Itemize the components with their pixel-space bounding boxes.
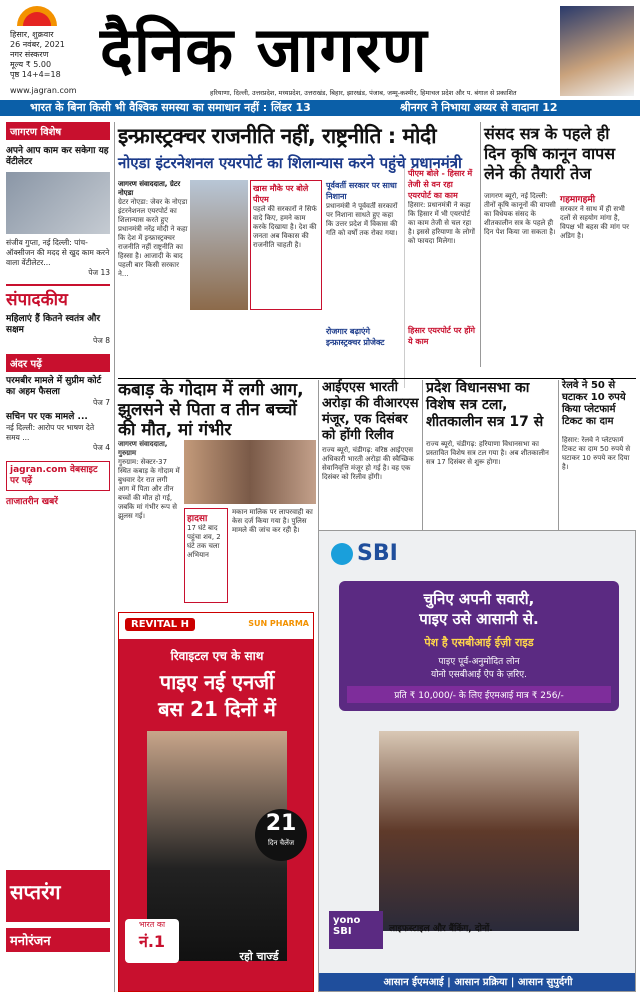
manoranjan-supplement[interactable]: मनोरंजन bbox=[6, 928, 110, 952]
railway-headline[interactable]: रेलवे ने 50 से घटाकर 10 रुपये किया प्लेटफार्म टिकट का दाम bbox=[562, 380, 626, 427]
challenge-badge bbox=[255, 809, 307, 861]
sbi-ad[interactable] bbox=[318, 530, 636, 992]
railway-body: हिसार: रेलवे ने प्लेटफार्म टिकट का दाम 50 रुपये से घटाकर 10 रुपये कर दिया है। bbox=[562, 436, 631, 471]
sbi-footer: आसान ईएमआई | आसान प्रक्रिया | आसान सुपुर्दगी bbox=[319, 973, 636, 992]
iaas-headline[interactable]: आईएएस भारती अरोड़ा की वीआरएस मंजूर, एक दिसंबर को होंगी रिलीव bbox=[322, 380, 419, 443]
warehouse-headline[interactable]: कबाड़ के गोदाम में लगी आग, झुलसने से पिता व तीन बच्चों की मौत, मां गंभीर bbox=[118, 380, 304, 440]
pages: पृष्ठ 14+4=18 bbox=[10, 70, 61, 79]
sidebar bbox=[6, 122, 110, 508]
sbi-sub-offer-2: योनो एसबीआई ऐप के ज़रिए. bbox=[431, 670, 527, 680]
website[interactable]: www.jagran.com bbox=[10, 86, 77, 95]
scooter-riders-photo bbox=[379, 731, 579, 931]
editions-line: हरियाणा, दिल्ली, उत्तरप्रदेश, मध्यप्रदेश, उत्तराखंड, बिहार, झारखंड, पंजाब, जम्मू-कश्मीर, हिमाचल प्रदेश और प. बंगाल से प्रकाशित bbox=[210, 89, 517, 97]
lead-byline: जागरण संवाददाता, ग्रेटर नोएडा bbox=[118, 180, 181, 197]
sbi-sub-offer-1: पाइए पूर्व-अनुमोदित लोन bbox=[438, 657, 520, 667]
topbar-right[interactable]: श्रीनगर ने निभाया अय्यर से वादाना 12 bbox=[400, 101, 558, 114]
revital-tagline-2: पाइए नई एनर्जी bbox=[159, 670, 275, 694]
cricketer-photo bbox=[560, 6, 634, 96]
yono-caption: लाइफस्टाइल और बैंकिंग, दोनों. bbox=[389, 924, 493, 934]
victims-photos bbox=[184, 440, 316, 504]
sidebar-section-label: जागरण विशेष bbox=[6, 122, 110, 140]
topbar-left[interactable]: भारत के बिना किसी भी वैश्विक समस्या का समाधान नहीं : लिंडर 13 bbox=[30, 101, 311, 114]
revital-brand: REVITAL H bbox=[125, 618, 195, 631]
ventilator-photo bbox=[6, 172, 110, 234]
revital-cta: रहो चार्ज्ड bbox=[239, 950, 279, 963]
challenge-number: 21 bbox=[265, 811, 297, 836]
sbi-tagline-2: पाइए उसे आसानी से. bbox=[419, 610, 539, 628]
hisar-airport-box: पीएम बोले - हिसार में तेजी से वन रहा एयरपोर्ट का काम हिसार: प्रधानमंत्री ने कहा कि हिसार में भी एयरपोर्ट का काम तेजी से चल रहा है। इससे हरियाणा के लोगों को फायदा मिलेगा। हिसार एयरपोर्ट पर होंगे ये काम bbox=[404, 168, 478, 388]
inside-heading: अंदर पढ़ें bbox=[6, 354, 110, 372]
right-story-subtitle: गहमागहमी bbox=[560, 195, 596, 205]
col2-title: पूर्ववर्ती सरकार पर साधा निशाना bbox=[326, 181, 397, 201]
right-story-sidebar: गहमागहमी सरकार ने साथ में ही सभी दलों से सहयोग मांगा है, विपक्ष भी बहस की मांग पर अडिग है। bbox=[560, 192, 636, 362]
assembly-body: राज्य ब्यूरो, चंडीगढ़: हरियाणा विधानसभा का प्रस्तावित विशेष सत्र टल गया है। अब शीतकालीन सत्र 17 दिसंबर से शुरू होगा। bbox=[426, 440, 549, 466]
page-ref: पेज 4 bbox=[93, 443, 110, 452]
revital-tagline-1: रिवाइटल एच के साथ bbox=[170, 649, 264, 663]
column-divider bbox=[480, 122, 481, 367]
lead-col-3: पूर्ववर्ती सरकार पर साधा निशाना प्रधानमंत्री ने पूर्ववर्ती सरकारों पर निशाना साधते हुए कहा कि उत्तर प्रदेश में विकास की गति को वर्षों तक रोका गया। रोजगार बढ़ाएंगे इन्फ्रास्ट्रक्चर प्रोजेक्ट bbox=[326, 180, 402, 390]
yono-logo: yono SBI bbox=[329, 911, 383, 949]
rank-badge bbox=[125, 919, 179, 963]
taza-khabar: ताजातरीन खबरें bbox=[6, 497, 58, 507]
sbi-logo-icon bbox=[331, 543, 353, 565]
warehouse-body: जागरण संवाददाता, गुरुग्राम गुरुग्राम: सेक्टर-37 स्थित कबाड़ के गोदाम में बुधवार देर रात लगी आग में पिता और तीन बच्चों की मौत हो गई, जबकि मां गंभीर रूप से झुलस गई। bbox=[118, 440, 180, 520]
pm-photo bbox=[190, 180, 248, 310]
page-ref: पेज 8 bbox=[93, 336, 110, 345]
saptrang-supplement[interactable]: सप्तरंग bbox=[6, 870, 110, 922]
rank-number: नं.1 bbox=[138, 932, 166, 951]
edition: नगर संस्करण bbox=[10, 50, 49, 59]
inside-item[interactable]: सचिन पर एक मामले ... bbox=[6, 412, 88, 422]
rank-label: भारत का bbox=[138, 920, 166, 929]
lead-headline[interactable]: इन्फ्रास्ट्रक्चर राजनीति नहीं, राष्ट्रनीति : मोदी bbox=[118, 124, 437, 148]
pm-quote-box: खास मौके पर बोले पीएम पहले की सरकारों ने सिर्फ वादे किए, हमने काम करके दिखाया है। देश की जनता अब विकास की राजनीति चाहती है। bbox=[250, 180, 322, 310]
sbi-offer-card bbox=[339, 581, 619, 711]
lead-subheadline[interactable]: नोएडा इंटरनेशनल एयरपोर्ट का शिलान्यास करने पहुंचे प्रधानमंत्री bbox=[118, 154, 462, 172]
jagran-promo-text: jagran.com वेबसाइट पर पढ़ें bbox=[10, 465, 98, 486]
sidebar-item-headline[interactable]: अपने आप काम कर सकेगा यह वेंटीलेटर bbox=[6, 146, 109, 167]
top-news-bar bbox=[0, 100, 640, 116]
assembly-headline[interactable]: प्रदेश विधानसभा का विशेष सत्र टला, शीतकालीन सत्र 17 से bbox=[426, 380, 544, 430]
lead-col-1: जागरण संवाददाता, ग्रेटर नोएडा ग्रेटर नोएडा: जेवर के नोएडा इंटरनेशनल एयरपोर्ट का शिलान्यास करते हुए प्रधानमंत्री नरेंद्र मोदी ने कहा कि देश में इन्फ्रास्ट्रक्चर राजनीति नहीं राष्ट्रनीति का हिस्सा है। आजादी के बाद पहली बार किसी सरकार ने... bbox=[118, 180, 188, 278]
warehouse-body-2: मकान मालिक पर लापरवाही का केस दर्ज किया गया है। पुलिस मामले की जांच कर रही है। bbox=[232, 508, 313, 534]
col3-title: पीएम बोले - हिसार में तेजी से वन रहा एयरपोर्ट का काम bbox=[408, 169, 473, 200]
sbi-logo bbox=[331, 541, 398, 566]
hadsa-box: हादसा 17 घंटे बाद पहुंचा शव, 2 घंटे तक चला अभियान bbox=[184, 508, 228, 603]
sbi-logo-text: SBI bbox=[357, 541, 398, 566]
city-date: हिसार, शुक्रवार bbox=[10, 30, 54, 39]
section-rule bbox=[118, 378, 636, 379]
challenge-label: दिन चैलेंज bbox=[267, 839, 295, 847]
masthead-area bbox=[0, 0, 640, 100]
sun-pharma-logo: SUN PHARMA bbox=[248, 619, 309, 628]
col3-sub: हिसार एयरपोर्ट पर होंगे ये काम bbox=[408, 326, 476, 346]
sbi-offer: पेश है एसबीआई ईज़ी राइड bbox=[424, 636, 534, 649]
revital-ad[interactable] bbox=[118, 612, 314, 992]
right-story-headline[interactable]: संसद सत्र के पहले ही दिन कृषि कानून वापस लेने की तैयारी तेज bbox=[484, 124, 616, 183]
inside-item-body: नई दिल्ली: आरोप पर भाषण देते समय ... bbox=[6, 423, 95, 442]
price: मूल्य ₹ 5.00 bbox=[10, 60, 52, 69]
page-ref: पेज 13 bbox=[88, 268, 110, 277]
pm-quote-box-title: खास मौके पर बोले पीएम bbox=[253, 184, 309, 204]
sidebar-item-body: संजीव गुप्ता, नई दिल्ली: पांच-ऑक्सीजन की मदद से खुद काम करने वाला वेंटीलेटर... bbox=[6, 238, 110, 267]
inside-item[interactable]: परमबीर मामले में सुप्रीम कोर्ट का अहम फैसला bbox=[6, 376, 102, 397]
revital-tagline-3: बस 21 दिनों में bbox=[158, 697, 276, 721]
hadsa-title: हादसा bbox=[187, 514, 208, 524]
jagran-promo[interactable] bbox=[6, 461, 110, 491]
jagran-sun-logo bbox=[14, 6, 60, 28]
right-story-body: जागरण ब्यूरो, नई दिल्ली: तीनों कृषि कानूनों की वापसी का विधेयक संसद के शीतकालीन सत्र के पहले ही दिन पेश किया जा सकता है। bbox=[484, 192, 556, 236]
masthead-title: दैनिक जागरण bbox=[100, 13, 428, 86]
sbi-tagline-1: चुनिए अपनी सवारी, bbox=[423, 590, 535, 608]
iaas-body: राज्य ब्यूरो, चंडीगढ़: वरिष्ठ आईएएस अधिकारी भारती अरोड़ा की स्वैच्छिक सेवानिवृत्ति मंजूर हो गई है। वह एक दिसंबर को रिलीव होंगी। bbox=[322, 446, 414, 481]
date: 26 नवंबर, 2021 bbox=[10, 40, 65, 49]
page-ref: पेज 7 bbox=[93, 398, 110, 407]
warehouse-byline: जागरण संवाददाता, गुरुग्राम bbox=[118, 440, 168, 457]
column-divider bbox=[114, 122, 115, 992]
editorial-heading: संपादकीय bbox=[6, 290, 68, 310]
sbi-emi: प्रति ₹ 10,000/- के लिए ईएमआई मात्र ₹ 256/- bbox=[347, 686, 611, 703]
col2-sub: रोजगार बढ़ाएंगे इन्फ्रास्ट्रक्चर प्रोजेक्ट bbox=[326, 327, 385, 347]
editorial-body[interactable]: महिलाएं हैं कितने स्वतंत्र और सक्षम bbox=[6, 314, 101, 335]
